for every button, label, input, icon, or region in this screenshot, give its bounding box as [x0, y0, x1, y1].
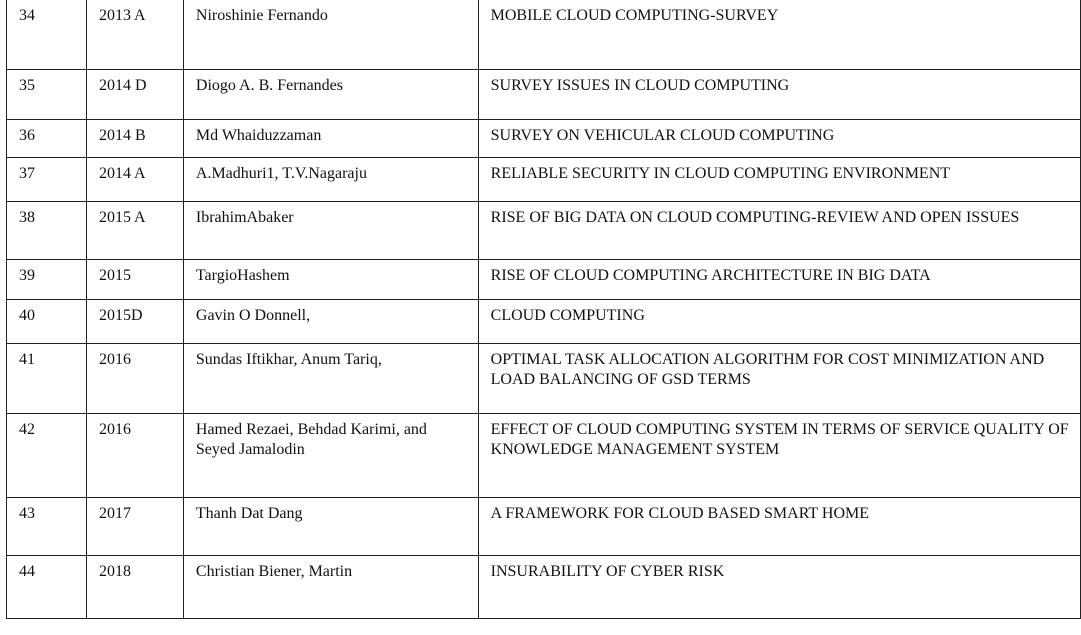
table-row	[7, 413, 1081, 497]
table-row	[7, 119, 1081, 157]
survey-table	[6, 0, 1081, 619]
row-year: 2014 D	[86, 69, 183, 119]
row-number: 34	[7, 0, 87, 69]
table-row	[7, 343, 1081, 413]
row-title: RISE OF BIG DATA ON CLOUD COMPUTING-REVIEW AND OPEN ISSUES	[478, 201, 1080, 259]
row-number: 42	[7, 413, 87, 497]
row-number: 43	[7, 497, 87, 555]
table-row	[7, 0, 1081, 69]
row-author: Christian Biener, Martin	[183, 555, 478, 618]
row-author: IbrahimAbaker	[183, 201, 478, 259]
row-title: OPTIMAL TASK ALLOCATION ALGORITHM FOR COST MINIMIZATION AND LOAD BALANCING OF GSD TERMS	[478, 343, 1080, 413]
row-year: 2013 A	[86, 0, 183, 69]
row-number: 38	[7, 201, 87, 259]
row-year: 2016	[86, 413, 183, 497]
row-author: Gavin O Donnell,	[183, 299, 478, 343]
table-row	[7, 69, 1081, 119]
row-number: 35	[7, 69, 87, 119]
row-title: SURVEY ISSUES IN CLOUD COMPUTING	[478, 69, 1080, 119]
table-row	[7, 201, 1081, 259]
row-author: TargioHashem	[183, 259, 478, 299]
row-author: Hamed Rezaei, Behdad Karimi, and Seyed Jamalodin	[183, 413, 478, 497]
row-year: 2014 A	[86, 157, 183, 201]
row-number: 39	[7, 259, 87, 299]
row-number: 37	[7, 157, 87, 201]
row-title: CLOUD COMPUTING	[478, 299, 1080, 343]
row-number: 41	[7, 343, 87, 413]
row-author: Niroshinie Fernando	[183, 0, 478, 69]
row-title: MOBILE CLOUD COMPUTING-SURVEY	[478, 0, 1080, 69]
table-row	[7, 299, 1081, 343]
row-year: 2017	[86, 497, 183, 555]
table-row	[7, 157, 1081, 201]
row-title: RISE OF CLOUD COMPUTING ARCHITECTURE IN BIG DATA	[478, 259, 1080, 299]
row-number: 44	[7, 555, 87, 618]
row-year: 2014 B	[86, 119, 183, 157]
row-year: 2015	[86, 259, 183, 299]
row-year: 2015 A	[86, 201, 183, 259]
row-number: 40	[7, 299, 87, 343]
table-row	[7, 497, 1081, 555]
row-title: SURVEY ON VEHICULAR CLOUD COMPUTING	[478, 119, 1080, 157]
row-title: A FRAMEWORK FOR CLOUD BASED SMART HOME	[478, 497, 1080, 555]
row-year: 2016	[86, 343, 183, 413]
table-row	[7, 259, 1081, 299]
row-author: Sundas Iftikhar, Anum Tariq,	[183, 343, 478, 413]
row-title: EFFECT OF CLOUD COMPUTING SYSTEM IN TERMS OF SERVICE QUALITY OF KNOWLEDGE MANAGEMENT SYSTEM	[478, 413, 1080, 497]
row-author: A.Madhuri1, T.V.Nagaraju	[183, 157, 478, 201]
row-title: RELIABLE SECURITY IN CLOUD COMPUTING ENVIRONMENT	[478, 157, 1080, 201]
row-author: Diogo A. B. Fernandes	[183, 69, 478, 119]
table-row	[7, 555, 1081, 618]
row-year: 2015D	[86, 299, 183, 343]
row-number: 36	[7, 119, 87, 157]
row-title: INSURABILITY OF CYBER RISK	[478, 555, 1080, 618]
row-author: Thanh Dat Dang	[183, 497, 478, 555]
row-author: Md Whaiduzzaman	[183, 119, 478, 157]
row-year: 2018	[86, 555, 183, 618]
